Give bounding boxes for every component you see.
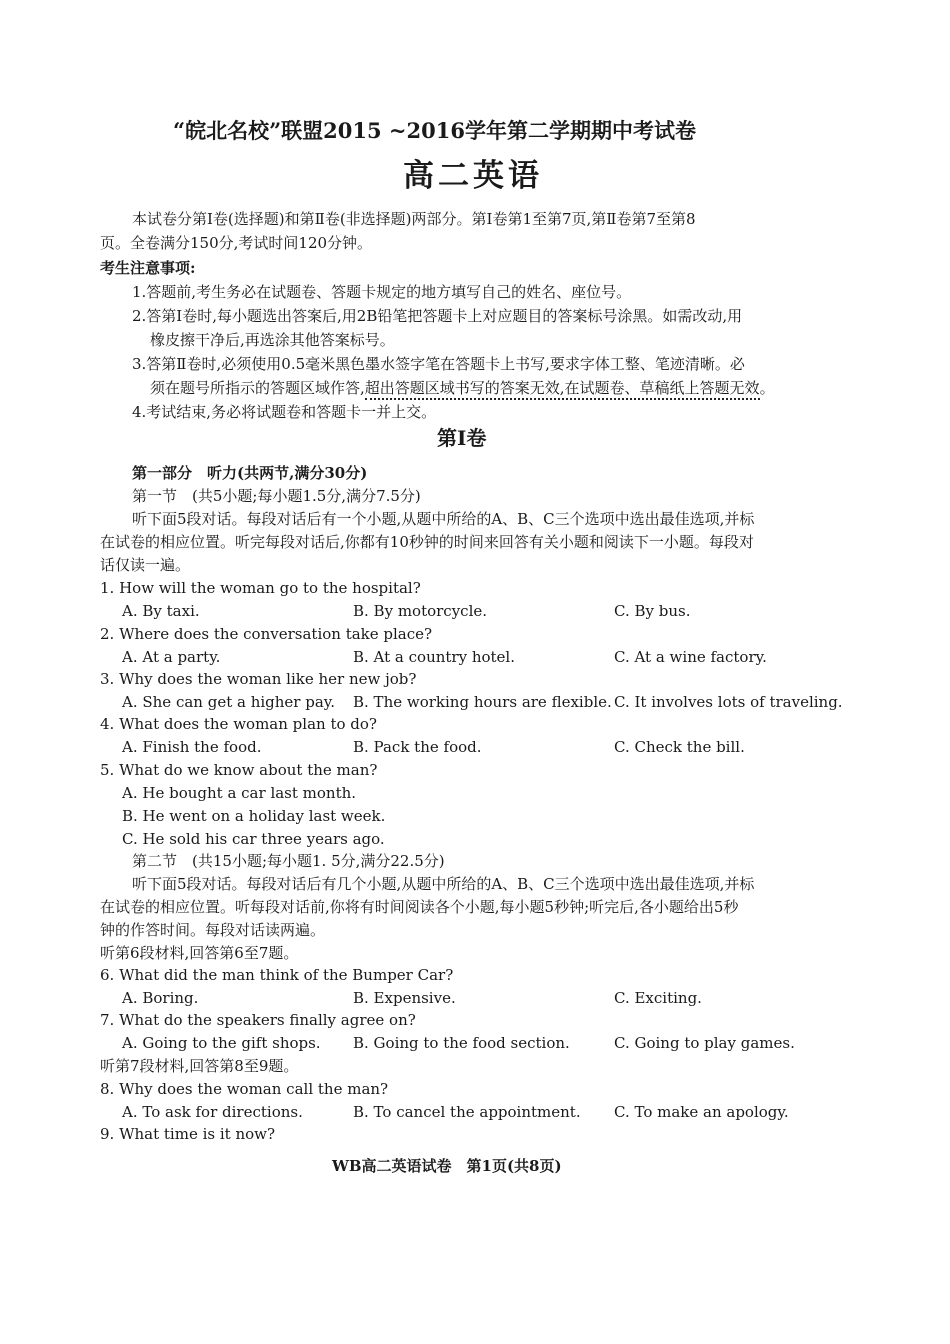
notice-item-3-line-2 bbox=[150, 378, 775, 398]
question-stem: 2. Where does the conversation take place? bbox=[100, 625, 433, 643]
material-7-heading: 听第7段材料,回答第8至9题。 bbox=[100, 1057, 299, 1075]
option-c: C. At a wine factory. bbox=[614, 648, 767, 666]
section2-directions-1: 听下面5段对话。每段对话后有几个小题,从题中所给的A、B、C三个选项中选出最佳选项,并标 bbox=[132, 875, 755, 893]
option-a: A. Going to the gift shops. bbox=[122, 1034, 321, 1052]
question-stem: 4. What does the woman plan to do? bbox=[100, 715, 377, 733]
option-a: A. She can get a higher pay. bbox=[122, 693, 336, 711]
question-stem: 7. What do the speakers finally agree on? bbox=[100, 1011, 416, 1029]
section1-directions-1: 听下面5段对话。每段对话后有一个小题,从题中所给的A、B、C三个选项中选出最佳选项,并标 bbox=[132, 510, 755, 528]
option-c: C. It involves lots of traveling. bbox=[614, 693, 843, 711]
option-b: B. At a country hotel. bbox=[353, 648, 515, 666]
option-b: B. Pack the food. bbox=[353, 738, 482, 756]
option-b: B. Going to the food section. bbox=[353, 1034, 570, 1052]
intro-line-2: 页。全卷满分150分,考试时间120分钟。 bbox=[100, 234, 373, 252]
option-a: A. Boring. bbox=[122, 989, 199, 1007]
option-b: B. He went on a holiday last week. bbox=[122, 807, 386, 825]
question-stem: 9. What time is it now? bbox=[100, 1125, 276, 1143]
notice-item-2-line-1: 2.答第Ⅰ卷时,每小题选出答案后,用2B铅笔把答题卡上对应题目的答案标号涂黑。如需改动,用 bbox=[132, 307, 743, 325]
option-c: C. To make an apology. bbox=[614, 1103, 789, 1121]
intro-line-1: 本试卷分第Ⅰ卷(选择题)和第Ⅱ卷(非选择题)两部分。第Ⅰ卷第1至第7页,第Ⅱ卷第7至第8 bbox=[132, 210, 696, 228]
option-a: A. At a party. bbox=[122, 648, 221, 666]
option-a: A. To ask for directions. bbox=[122, 1103, 303, 1121]
section2-heading: 第二节 (共15小题;每小题1. 5分,满分22.5分) bbox=[132, 852, 445, 870]
exam-title: “皖北名校”联盟2015 ~2016学年第二学期期中考试卷 bbox=[173, 118, 696, 143]
option-b: B. Expensive. bbox=[353, 989, 456, 1007]
option-b: B. To cancel the appointment. bbox=[353, 1103, 581, 1121]
question-stem: 8. Why does the woman call the man? bbox=[100, 1080, 389, 1098]
material-6-heading: 听第6段材料,回答第6至7题。 bbox=[100, 944, 299, 962]
option-c: C. He sold his car three years ago. bbox=[122, 830, 385, 848]
option-c: C. Exciting. bbox=[614, 989, 702, 1007]
section1-directions-3: 话仅读一遍。 bbox=[100, 556, 191, 574]
option-c: C. By bus. bbox=[614, 602, 691, 620]
option-a: A. Finish the food. bbox=[122, 738, 262, 756]
option-c: C. Check the bill. bbox=[614, 738, 745, 756]
option-b: B. By motorcycle. bbox=[353, 602, 488, 620]
subject-title: 高二英语 bbox=[403, 158, 543, 194]
notice-item-3-plain: 须在题号所指示的答题区域作答, bbox=[150, 379, 365, 397]
question-stem: 3. Why does the woman like her new job? bbox=[100, 670, 417, 688]
section2-directions-2: 在试卷的相应位置。听每段对话前,你将有时间阅读各个小题,每小题5秒钟;听完后,各小题给出5秒 bbox=[100, 898, 739, 916]
option-a: A. By taxi. bbox=[122, 602, 200, 620]
question-stem: 6. What did the man think of the Bumper Car? bbox=[100, 966, 454, 984]
notice-item-2-line-2: 橡皮擦干净后,再选涂其他答案标号。 bbox=[150, 331, 395, 349]
question-stem: 5. What do we know about the man? bbox=[100, 761, 378, 779]
option-c: C. Going to play games. bbox=[614, 1034, 795, 1052]
notice-item-3-emphasis: 超出答题区域书写的答案无效,在试题卷、草稿纸上答题无效 bbox=[365, 379, 760, 400]
notice-item-3-line-1: 3.答第Ⅱ卷时,必须使用0.5毫米黑色墨水签字笔在答题卡上书写,要求字体工整、笔迹清晰。必 bbox=[132, 355, 745, 373]
question-stem: 1. How will the woman go to the hospital? bbox=[100, 579, 421, 597]
page-footer: WB高二英语试卷 第1页(共8页) bbox=[332, 1157, 562, 1175]
part1-heading: 第一部分 听力(共两节,满分30分) bbox=[132, 464, 368, 482]
notice-item-1: 1.答题前,考生务必在试题卷、答题卡规定的地方填写自己的姓名、座位号。 bbox=[132, 283, 632, 301]
section1-heading: 第一节 (共5小题;每小题1.5分,满分7.5分) bbox=[132, 487, 421, 505]
notice-item-3-end: 。 bbox=[759, 379, 775, 397]
section2-directions-3: 钟的作答时间。每段对话读两遍。 bbox=[100, 921, 326, 939]
notice-heading: 考生注意事项: bbox=[100, 259, 196, 277]
option-a: A. He bought a car last month. bbox=[122, 784, 357, 802]
section1-directions-2: 在试卷的相应位置。听完每段对话后,你都有10秒钟的时间来回答有关小题和阅读下一小题。每段对 bbox=[100, 533, 754, 551]
notice-item-4: 4.考试结束,务必将试题卷和答题卡一并上交。 bbox=[132, 403, 437, 421]
option-b: B. The working hours are flexible. bbox=[353, 693, 612, 711]
volume-title: 第Ⅰ卷 bbox=[437, 426, 487, 450]
